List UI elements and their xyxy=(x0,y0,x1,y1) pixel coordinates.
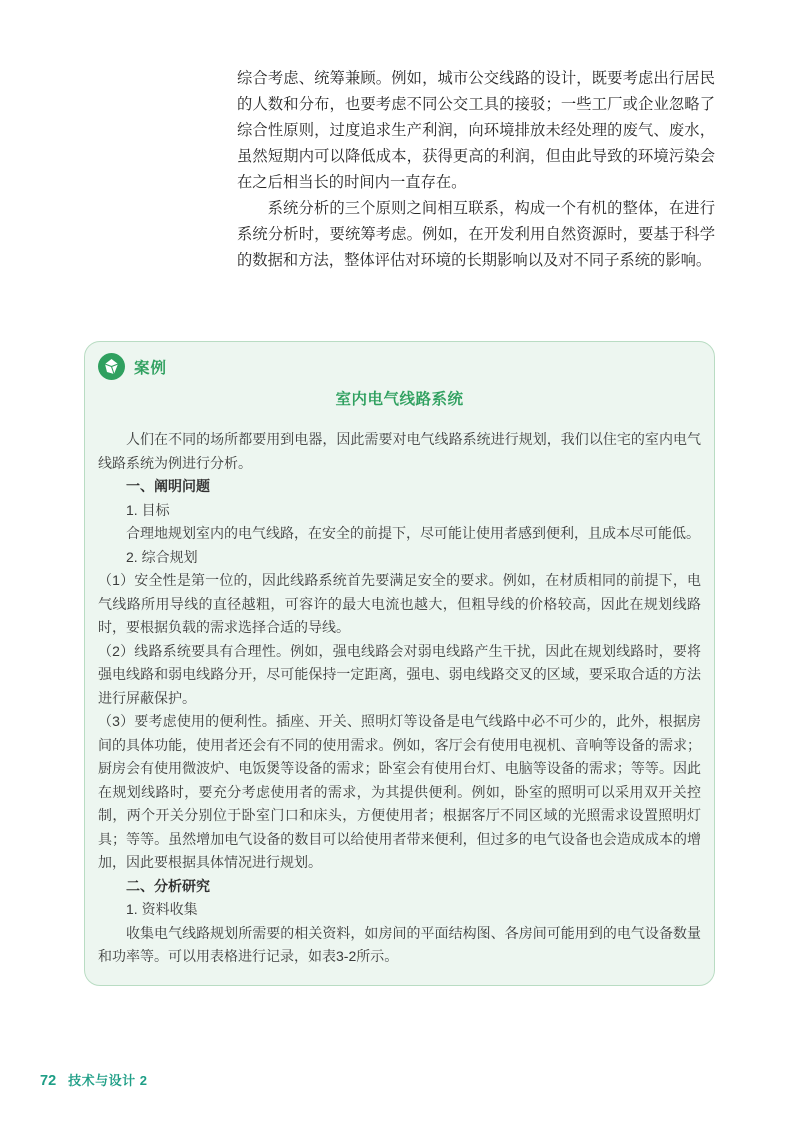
paragraph: （2）线路系统要具有合理性。例如，强电线路会对弱电线路产生干扰，因此在规划线路时，要将强电线路和弱电线路分开，尽可能保持一定距离，强电、弱电线路交叉的区域，要采取合适的方法进行屏蔽保护。 xyxy=(98,642,701,706)
paragraph: 1. 目标 xyxy=(126,501,170,518)
paragraph: （1）安全性是第一位的，因此线路系统首先要满足安全的要求。例如，在材质相同的前提下，电气线路所用导线的直径越粗，可容许的最大电流也越大，但粗导线的价格较高，因此在规划线路时，要根据负载的需求选择合适的导线。 xyxy=(98,572,701,635)
case-paragraphs xyxy=(98,428,701,969)
paragraph: 收集电气线路规划所需要的相关资料，如房间的平面结构图、各房间可能用到的电气设备数量和功率等。可以用表格进行记录，如表3-2所示。 xyxy=(98,924,701,964)
book-title: 技术与设计 2 xyxy=(68,1073,148,1088)
paragraph: （3）要考虑使用的便利性。插座、开关、照明灯等设备是电气线路中必不可少的，此外，根据房间的具体功能，使用者还会有不同的使用需求。例如，客厅会有使用电视机、音响等设备的需求；厨房会有使用微波炉、电饭煲等设备的需求；卧室会有使用台灯、电脑等设备的需求；等等。因此在规划线路时，要充分考虑使用者的需求，为其提供便利。例如，卧室的照明可以采用双开关控制，两个开关分别位于卧室门口和床头，方便使用者；根据客厅不同区域的光照需求设置照明灯具；等等。虽然增加电气设备的数目可以给使用者带来便利，但过多的电气设备也会造成成本的增加，因此要根据具体情况进行规划。 xyxy=(98,713,701,870)
intro-text-block xyxy=(237,66,715,274)
page-number: 72 xyxy=(40,1073,57,1089)
paragraph: 合理地规划室内的电气线路，在安全的前提下，尽可能让使用者感到便利，且成本尽可能低。 xyxy=(126,525,700,541)
paragraph: 二、分析研究 xyxy=(126,877,210,894)
case-label: 案例 xyxy=(134,359,168,377)
paragraph: 1. 资料收集 xyxy=(126,901,198,917)
case-badge-icon xyxy=(98,353,125,380)
page-footer xyxy=(40,1070,147,1089)
intro-paragraphs xyxy=(237,66,715,274)
case-title: 室内电气线路系统 xyxy=(335,391,464,408)
paragraph: 2. 综合规划 xyxy=(126,548,198,565)
paragraph: 系统分析的三个原则之间相互联系，构成一个有机的整体，在进行系统分析时，要统筹考虑。例如，在开发利用自然资源时，要基于科学的数据和方法，整体评估对环境的长期影响以及对不同子系统的影响。 xyxy=(237,200,715,269)
paragraph: 综合考虑、统筹兼顾。例如，城市公交线路的设计，既要考虑出行居民的人数和分布，也要考虑不同公交工具的接驳；一些工厂或企业忽略了综合性原则，过度追求生产利润，向环境排放未经处理的废气、废水，虽然短期内可以降低成本，获得更高的利润，但由此导致的环境污染会在之后相当长的时间内一直存在。 xyxy=(237,70,715,191)
case-box xyxy=(84,341,715,986)
paragraph: 一、阐明问题 xyxy=(126,478,210,494)
case-header xyxy=(85,342,714,380)
case-body xyxy=(85,409,714,969)
paragraph: 人们在不同的场所都要用到电器，因此需要对电气线路系统进行规划，我们以住宅的室内电气线路系统为例进行分析。 xyxy=(98,431,701,471)
